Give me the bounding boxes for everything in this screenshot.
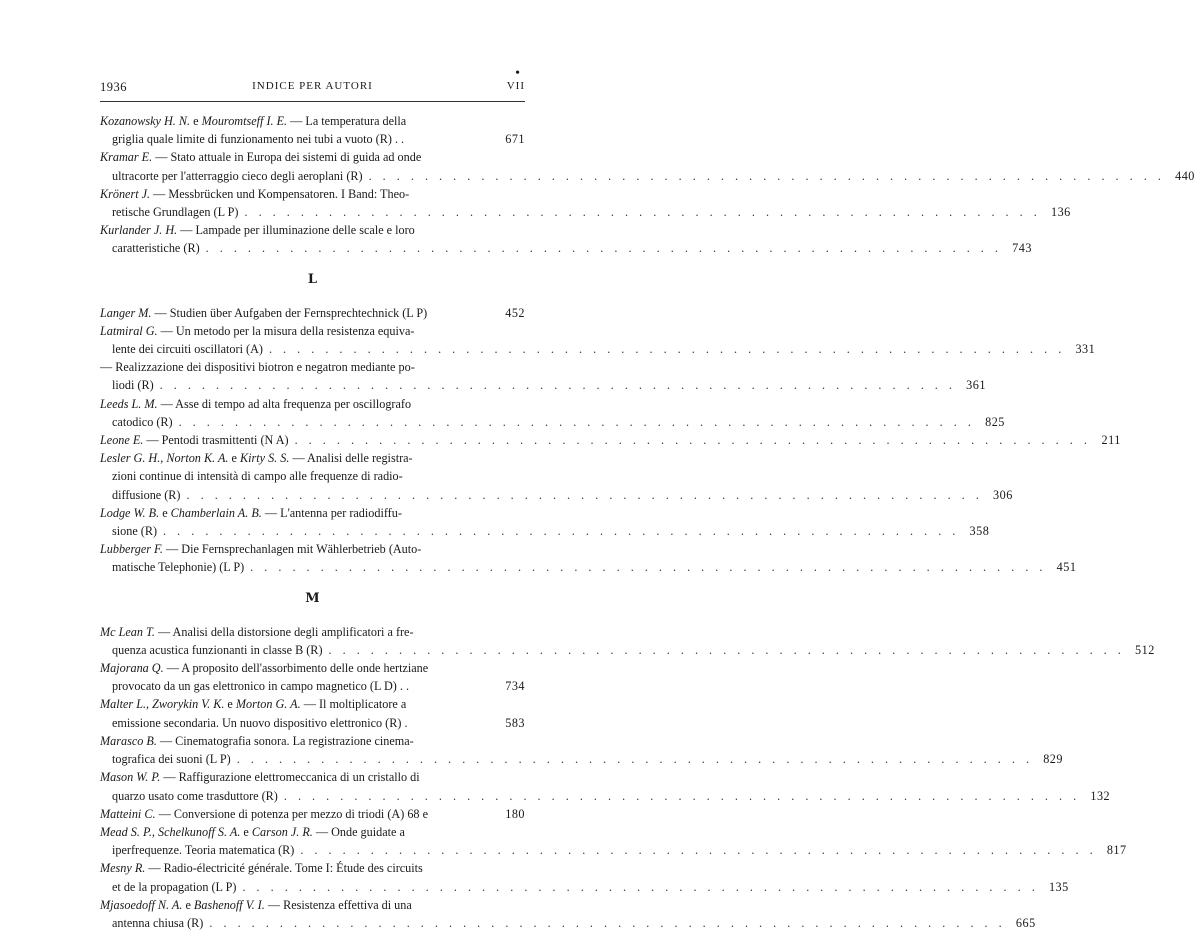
dot-leader [160, 376, 956, 394]
entry-title: — Die Fernsprechanlagen mit Wählerbetrieb (Auto- [162, 542, 422, 557]
page-number: 180 [505, 806, 525, 821]
entry-text [100, 112, 406, 130]
entry-title: — Stato attuale in Europa dei sistemi di guida ad onde [152, 150, 422, 165]
entry-line [100, 504, 525, 522]
entry-line [100, 896, 525, 914]
entry-title: — A proposito dell'assorbimento delle onde hertziane [163, 661, 429, 676]
dot-leader [179, 413, 975, 431]
entry-line [100, 449, 525, 467]
dot-leader [237, 750, 1033, 768]
dot-leader [300, 841, 1096, 859]
page-number: 829 [1043, 752, 1063, 767]
entry-title: — Radio-électricité générale. Tome I: Étude des circuits [145, 861, 423, 876]
author-name: Mead S. P., [100, 824, 155, 839]
entry-title: — Cinematografia sonora. La registrazione cinema- [156, 733, 414, 748]
page-number: 583 [505, 715, 525, 730]
dot-leader [369, 167, 1165, 185]
entry-text-part: retische Grundlagen (L P) [112, 205, 239, 220]
entry-line [100, 340, 1096, 358]
entry-text [112, 558, 244, 576]
entry-text-part: provocato da un gas elettronico in campo magnetico (L D) . . [112, 679, 410, 694]
entry-text [100, 859, 423, 877]
entry-text [100, 540, 421, 558]
entry-text [112, 239, 200, 257]
entry-line [100, 167, 1195, 185]
entry-text-part: matische Telephonie) (L P) [112, 560, 245, 575]
entry-line [100, 185, 525, 203]
dot-leader [209, 914, 1005, 932]
entry-text [112, 413, 173, 431]
author-name: Mesny R. [100, 861, 146, 876]
entry-line [100, 322, 525, 340]
author-name: Norton K. A. [166, 451, 229, 466]
index-entry [100, 732, 1063, 768]
entry-line [100, 112, 525, 130]
author-name: Lubberger F. [100, 542, 163, 557]
entry-text-part: quarzo usato come trasduttore (R) [112, 788, 278, 803]
dot-leader [295, 431, 1091, 449]
entry-text [112, 677, 409, 695]
author-name: Kirty S. S. [239, 451, 290, 466]
entry-text-part: zioni continue di intensità di campo alle frequenze di radio- [112, 469, 403, 484]
author-name: Carson J. R. [251, 824, 313, 839]
dot-leader [206, 239, 1002, 257]
entry-line [100, 732, 525, 750]
entry-text-part: lente dei circuiti oscillatori (A) [112, 342, 263, 357]
entry-joiner: e [228, 451, 240, 466]
page-number: 671 [505, 132, 525, 147]
index-entry [100, 431, 1121, 449]
entry-line [100, 203, 1071, 221]
entry-line [100, 768, 525, 786]
entry-text [112, 203, 238, 221]
header-year: 1936 [100, 80, 127, 94]
entry-line [100, 841, 1127, 859]
index-entry [100, 805, 525, 823]
entry-line [100, 805, 525, 823]
entry-line [100, 641, 1155, 659]
entry-text [100, 395, 411, 413]
author-name: Leone E. [100, 433, 144, 448]
entry-text-part: quenza acustica funzionanti in classe B (R) [112, 642, 323, 657]
entry-line [100, 413, 1005, 431]
page-number: 665 [1015, 915, 1036, 930]
author-name: Matteini C. [100, 806, 156, 821]
entry-text [100, 221, 415, 239]
author-name: Kramar E. [100, 150, 153, 165]
author-name: Marasco B. [100, 733, 157, 748]
dot-leader [242, 878, 1038, 896]
entry-text-part: sione (R) [112, 524, 158, 539]
entry-text-part: griglia quale limite di funzionamento nei tubi a vuoto (R) . . [112, 132, 405, 147]
entry-text [112, 878, 236, 896]
entry-line [100, 558, 1077, 576]
entry-text [112, 714, 408, 732]
author-name: Schelkunoff S. A. [158, 824, 241, 839]
entry-text [100, 431, 289, 449]
dot-leader [187, 486, 983, 504]
author-name: Kozanowsky H. N. [100, 114, 191, 128]
index-entry [100, 395, 1005, 431]
entry-line [100, 677, 525, 695]
entry-text [100, 322, 414, 340]
page-number: 451 [1056, 560, 1077, 575]
entry-text [112, 841, 294, 859]
index-entry [100, 304, 525, 322]
header-page-number: VII [506, 80, 525, 92]
entry-line [100, 467, 525, 485]
entry-text-part: catodico (R) [112, 414, 173, 429]
entry-line [100, 304, 525, 322]
dot-leader [284, 787, 1080, 805]
entry-line [100, 522, 990, 540]
entry-line [100, 659, 525, 677]
entry-text-part: iperfrequenze. Teoria matematica (R) [112, 843, 295, 858]
author-name: Latmiral G. [100, 323, 158, 338]
author-index [100, 112, 1195, 932]
index-entry [100, 322, 1096, 358]
entry-title: — Conversione di potenza per mezzo di triodi (A) 68 e [155, 806, 428, 821]
entry-line [100, 130, 525, 148]
entry-text [100, 504, 402, 522]
author-name: Mouromtseff I. E. [201, 114, 288, 128]
entry-line [100, 239, 1032, 257]
entry-text [100, 896, 412, 914]
entry-title: — Analisi delle registra- [289, 451, 413, 466]
entry-line [100, 148, 525, 166]
page-number: 817 [1106, 843, 1127, 858]
entry-line [100, 395, 525, 413]
entry-title: — Asse di tempo ad alta frequenza per oscillografo [157, 396, 412, 411]
entry-text [112, 486, 181, 504]
entry-title: — Il moltiplicatore a [300, 697, 407, 712]
author-name: Leeds L. M. [100, 396, 158, 411]
index-entry [100, 148, 1195, 184]
index-entry [100, 112, 525, 148]
entry-line [100, 750, 1063, 768]
entry-line [100, 787, 1111, 805]
entry-line [100, 623, 525, 641]
entry-text [112, 467, 403, 485]
entry-text [100, 695, 406, 713]
entry-text [112, 130, 404, 148]
entry-text [112, 522, 157, 540]
entry-text [112, 167, 363, 185]
dot-leader [244, 203, 1040, 221]
entry-joiner: e [159, 505, 171, 520]
entry-title: — Un metodo per la misura della resistenza equiva- [157, 323, 415, 338]
page-number: 361 [966, 378, 986, 393]
author-name: Lesler G. H., [100, 451, 164, 466]
entry-title: — Messbrücken und Kompensatoren. I Band: Theo- [150, 186, 410, 201]
author-name: Malter L., [100, 697, 150, 712]
page-number: 512 [1135, 642, 1155, 657]
page-number: 452 [505, 305, 525, 320]
entry-line [100, 823, 525, 841]
entry-title: — Raffigurazione elettromeccanica di un cristallo di [160, 770, 420, 785]
entry-line [100, 878, 1069, 896]
entry-line [100, 358, 525, 376]
entry-title: — Resistenza effettiva di una [264, 897, 412, 912]
author-name: Majorana Q. [100, 661, 164, 676]
author-name: Zworykin V. K. [152, 697, 225, 712]
index-entry [100, 695, 525, 731]
page-header [100, 66, 525, 96]
entry-text [112, 750, 231, 768]
page-number: 306 [993, 487, 1013, 502]
header-rule [100, 101, 525, 102]
author-name: Krönert J. [100, 186, 151, 201]
page-number: 331 [1075, 342, 1096, 357]
entry-text-part: tografica dei suoni (L P) [112, 752, 231, 767]
index-entry [100, 540, 1077, 576]
entry-text [112, 340, 263, 358]
index-entry [100, 504, 990, 540]
dot-leader [163, 522, 959, 540]
author-name: Mc Lean T. [100, 624, 155, 639]
dot-leader [329, 641, 1125, 659]
entry-text [100, 449, 413, 467]
author-name: Mjasoedoff N. A. [100, 897, 183, 912]
index-entry [100, 449, 1013, 504]
entry-line [100, 221, 525, 239]
entry-text [100, 805, 428, 823]
entry-text-part: — Realizzazione dei dispositivi biotron e negatron mediante po- [100, 360, 415, 375]
author-name: Mason W. P. [100, 770, 161, 785]
page-number: 743 [1012, 241, 1032, 256]
entry-title: — L'antenna per radiodiffu- [261, 505, 402, 520]
entry-line [100, 431, 1121, 449]
entry-joiner: e [240, 824, 252, 839]
entry-title: — Onde guidate a [312, 824, 405, 839]
entry-text [100, 185, 409, 203]
header-mark: • [515, 66, 520, 81]
author-name: Chamberlain A. B. [170, 505, 262, 520]
entry-text-part: liodi (R) [112, 378, 154, 393]
dot-leader [269, 340, 1065, 358]
entry-text [100, 823, 405, 841]
page-number: 135 [1048, 879, 1069, 894]
index-entry [100, 221, 1032, 257]
author-name: Bashenoff V. I. [193, 897, 265, 912]
author-name: Morton G. A. [235, 697, 301, 712]
index-entry [100, 659, 525, 695]
entry-line [100, 486, 1013, 504]
entry-text [100, 623, 414, 641]
page-number: 440 [1175, 168, 1195, 183]
header-title: INDICE PER AUTORI [252, 80, 373, 92]
entry-text-part: diffusione (R) [112, 487, 181, 502]
entry-joiner: e [224, 697, 236, 712]
entry-title: — Lampade per illuminazione delle scale e loro [177, 223, 415, 238]
entry-line [100, 859, 525, 877]
entry-title: — La temperatura della [287, 114, 407, 128]
page-number: 734 [505, 679, 525, 694]
section-letter-m: M [305, 590, 320, 606]
entry-text [112, 641, 323, 659]
entry-title: — Studien über Aufgaben der Fernsprechtechnick (L P) [151, 305, 428, 320]
entry-title: — Pentodi trasmittenti (N A) [143, 433, 289, 448]
entry-text [112, 787, 278, 805]
entry-text-part: emissione secondaria. Un nuovo dispositivo elettronico (R) . [112, 715, 408, 730]
author-name: Kurlander J. H. [100, 223, 178, 238]
index-entry [100, 859, 1069, 895]
entry-text [100, 358, 415, 376]
page-number: 211 [1101, 433, 1121, 448]
entry-text [100, 732, 414, 750]
entry-text [100, 768, 420, 786]
author-name: Lodge W. B. [100, 505, 160, 520]
entry-text-part: caratteristiche (R) [112, 241, 200, 256]
page-number: 358 [969, 524, 990, 539]
entry-text [112, 376, 154, 394]
entry-text [112, 914, 203, 932]
entry-title: — Analisi della distorsione degli amplificatori a fre- [154, 624, 414, 639]
entry-joiner: e [182, 897, 194, 912]
entry-line [100, 695, 525, 713]
entry-joiner: e [190, 114, 202, 128]
entry-text [100, 148, 421, 166]
entry-text-part: et de la propagation (L P) [112, 879, 237, 894]
entry-line [100, 540, 525, 558]
entry-line [100, 714, 525, 732]
entry-text-part: ultracorte per l'atterraggio cieco degli aeroplani (R) [112, 168, 363, 183]
section-letter-l: L [307, 271, 318, 287]
index-entry [100, 358, 986, 394]
index-entry [100, 185, 1071, 221]
page-number: 825 [985, 414, 1005, 429]
entry-text [100, 659, 428, 677]
page-number: 136 [1050, 205, 1071, 220]
index-entry [100, 823, 1127, 859]
dot-leader [250, 558, 1046, 576]
index-entry [100, 896, 1036, 932]
index-entry [100, 623, 1155, 659]
author-name: Langer M. [100, 305, 152, 320]
page-number: 132 [1090, 788, 1111, 803]
index-entry [100, 768, 1111, 804]
entry-text [100, 304, 427, 322]
entry-text-part: antenna chiusa (R) [112, 915, 204, 930]
entry-line [100, 914, 1036, 932]
entry-line [100, 376, 986, 394]
